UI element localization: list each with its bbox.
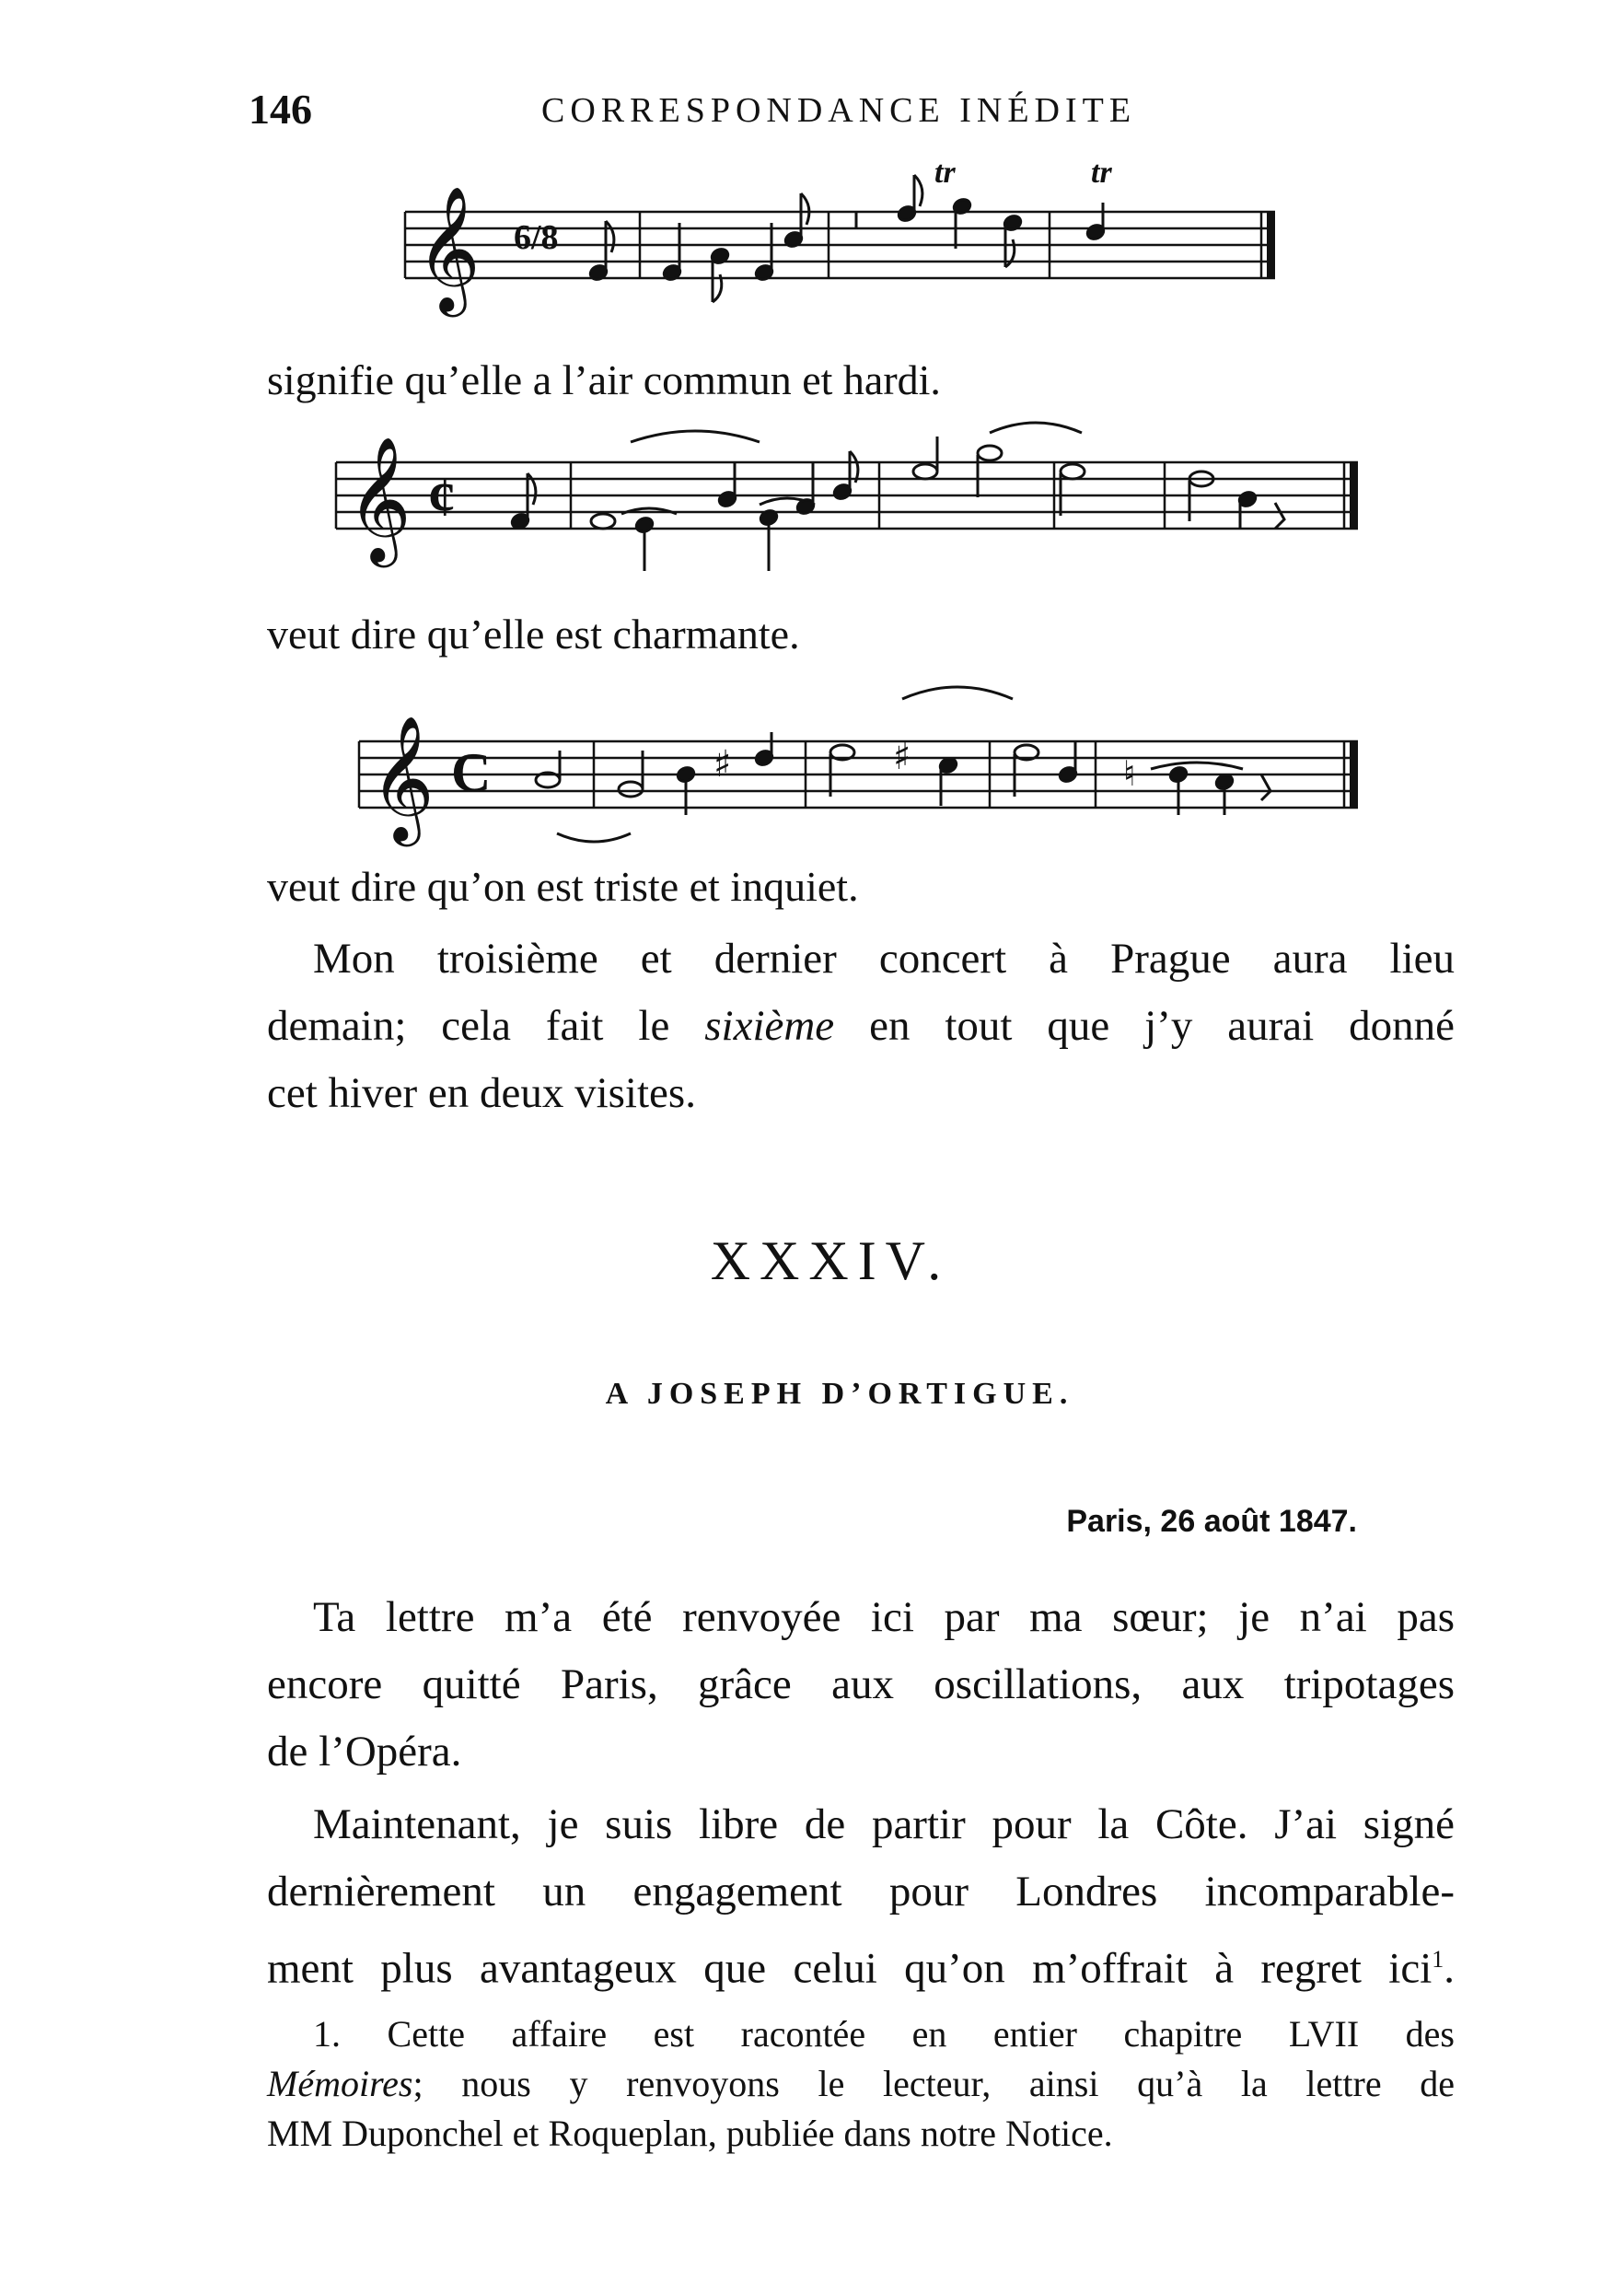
caption-1: signifie qu’elle a l’air commun et hardi. (267, 356, 941, 403)
paragraph-line: Maintenant, je suis libre de partir pour la Côte. J’ai signé (313, 1800, 1455, 1848)
svg-text:♯: ♯ (713, 743, 732, 786)
footnote-reference[interactable]: 1 (1432, 1946, 1444, 1973)
time-signature: 6/8 (514, 218, 559, 257)
letter-paragraph-2 (267, 1791, 1455, 2003)
chapter-number: XXXIV. (710, 1230, 951, 1291)
svg-text:𝄞: 𝄞 (370, 714, 435, 841)
letter-paragraph-1 (267, 1584, 1455, 1786)
addressee-heading: A JOSEPH D’ORTIGUE. (605, 1377, 1074, 1411)
music-example-common-cut (327, 414, 1367, 599)
paragraph-line: de l’Opéra. (267, 1728, 462, 1776)
paragraph-line: encore quitté Paris, grâce aux oscillations, aux tripotages (267, 1660, 1455, 1708)
music-example-common (350, 677, 1372, 879)
svg-text:𝄞: 𝄞 (416, 184, 481, 311)
caption-2: veut dire qu’elle est charmante. (267, 611, 800, 658)
time-signature: ¢ (428, 467, 456, 528)
footnote (267, 2009, 1455, 2159)
trill-mark-2: tr (1091, 156, 1112, 190)
svg-text:𝄞: 𝄞 (347, 435, 412, 562)
paragraph-line: Mon troisième et dernier concert à Prague aura lieu (313, 935, 1455, 983)
running-head (249, 85, 1445, 140)
caption-3: veut dire qu’on est triste et inquiet. (267, 863, 859, 910)
trill-mark-1: tr (934, 156, 956, 190)
footnote-line: Mémoires; nous y renvoyons le lecteur, ainsi qu’à la lettre de (267, 2063, 1455, 2104)
page-number: 146 (249, 86, 312, 133)
time-signature: C (451, 742, 492, 803)
paragraph-line: ment plus avantageux que celui qu’on m’offrait à regret ici$^1$. (267, 1944, 1455, 1993)
paragraph-line: demain; cela fait le sixième en tout que j’y aurai donné (267, 1002, 1455, 1050)
dateline: Paris, 26 août 1847. (1066, 1504, 1357, 1539)
footnote-line: MM Duponchel et Roqueplan, publiée dans notre Notice. (267, 2113, 1113, 2154)
footnote-line: 1. Cette affaire est racontée en entier chapitre LVII des (313, 2013, 1455, 2055)
paragraph-line: dernièrement un engagement pour Londres incomparable- (267, 1868, 1455, 1916)
svg-text:♮: ♮ (1123, 753, 1136, 794)
footnote-number: 1 (313, 2013, 331, 2055)
paragraph-line: cet hiver en deux visites. (267, 1069, 696, 1117)
music-example-6-8 (396, 147, 1280, 332)
running-title: CORRESPONDANCE INÉDITE (541, 91, 1137, 130)
emphasis-sixieme: sixième (704, 1002, 835, 1050)
paragraph-prague-concert (267, 926, 1455, 1127)
svg-text:♯: ♯ (893, 736, 911, 778)
paragraph-line: Ta lettre m’a été renvoyée ici par ma sœur; je n’ai pas (313, 1593, 1455, 1641)
emphasis-memoires: Mémoires (267, 2063, 413, 2104)
